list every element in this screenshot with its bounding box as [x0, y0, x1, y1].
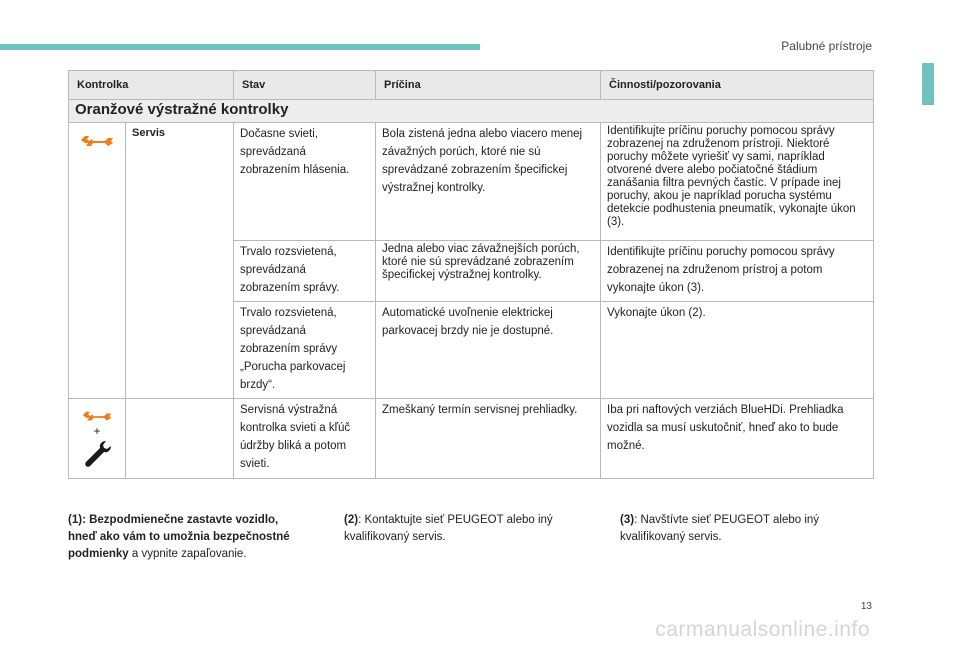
warning-name: Servis — [126, 123, 234, 399]
column-header-pricina: Príčina — [376, 71, 601, 100]
pricina-cell: Zmeškaný termín servisnej prehliadky. — [376, 399, 601, 479]
icon-cell — [69, 123, 126, 399]
column-header-stav: Stav — [234, 71, 376, 100]
table-row — [69, 399, 874, 479]
footnote-3 — [620, 512, 860, 546]
footnote-1-rest: a vypnite zapaľovanie. — [128, 548, 247, 560]
cinnosti-cell: Vykonajte úkon (2). — [601, 302, 874, 399]
wrench-icon — [79, 409, 115, 425]
pricina-cell: Bola zistená jedna alebo viacero menej závažných porúch, ktoré nie sú sprevádzané zobrazením špecifickej výstražnej kontrolky. — [376, 123, 601, 241]
header-accent-bar — [0, 44, 480, 50]
column-header-cinnosti: Činnosti/pozorovania — [601, 71, 874, 100]
group-title-row — [69, 100, 874, 123]
pricina-cell: Jedna alebo viac závažnejších porúch, ktoré nie sú sprevádzané zobrazením špecifickej výstražnej kontrolky. — [376, 241, 601, 302]
column-header-kontrolka: Kontrolka — [69, 71, 234, 100]
table-row — [69, 123, 874, 241]
page-number: 13 — [860, 601, 872, 612]
cinnosti-cell: Identifikujte príčinu poruchy pomocou správy zobrazenej na združenom prístroj a potom vykonajte úkon (3). — [601, 241, 874, 302]
footnote-3-text: : Navštívte sieť PEUGEOT alebo iný kvalifikovaný servis. — [620, 514, 820, 543]
watermark: carmanualsonline.info — [655, 618, 870, 641]
chapter-marker — [922, 63, 934, 105]
stav-cell: Servisná výstražná kontrolka svieti a kľúč údržby bliká a potom svieti. — [234, 399, 376, 479]
footnote-3-label: (3) — [620, 514, 635, 526]
pricina-cell: Automatické uvoľnenie elektrickej parkovacej brzdy nie je dostupné. — [376, 302, 601, 399]
footnote-2 — [344, 512, 584, 546]
footnote-2-text: : Kontaktujte sieť PEUGEOT alebo iný kvalifikovaný servis. — [344, 514, 553, 543]
footnote-2-label: (2) — [344, 514, 359, 526]
group-title: Oranžové výstražné kontrolky — [69, 100, 874, 123]
cinnosti-cell: Identifikujte príčinu poruchy pomocou správy zobrazenej na združenom prístroji. Niektoré poruchy môžete vyriešiť vy sami, napríklad otvorené dvere alebo počiatočné štádium zanášania filtra pevných častíc. V prípade inej poruchy, akou je napríklad porucha systému detekcie podhustenia pneumatík, vykonajte úkon (3). — [601, 123, 874, 241]
section-title: Palubné prístroje — [781, 39, 872, 53]
wrench-icon — [79, 133, 115, 151]
icon-cell — [69, 399, 126, 479]
footnote-1-bold: : Bezpodmienečne zastavte vozidlo, hneď ako vám to umožnia bezpečnostné podmienky — [68, 514, 290, 560]
cinnosti-cell: Iba pri naftových verziách BlueHDi. Prehliadka vozidla sa musí uskutočniť, hneď ako to bude možné. — [601, 399, 874, 479]
stav-cell: Trvalo rozsvietená, sprevádzaná zobrazením správy „Porucha parkovacej brzdy“. — [234, 302, 376, 399]
maintenance-wrench-icon — [82, 439, 112, 469]
stav-cell: Dočasne svieti, sprevádzaná zobrazením hlásenia. — [234, 123, 376, 241]
warning-name — [126, 399, 234, 479]
plus-sign: + — [93, 424, 101, 438]
stav-cell: Trvalo rozsvietená, sprevádzaná zobrazením správy. — [234, 241, 376, 302]
table-header-row — [69, 71, 874, 100]
footnote-1-label: (1) — [68, 514, 83, 526]
footnote-1 — [68, 512, 308, 563]
warning-lights-table — [68, 70, 874, 479]
